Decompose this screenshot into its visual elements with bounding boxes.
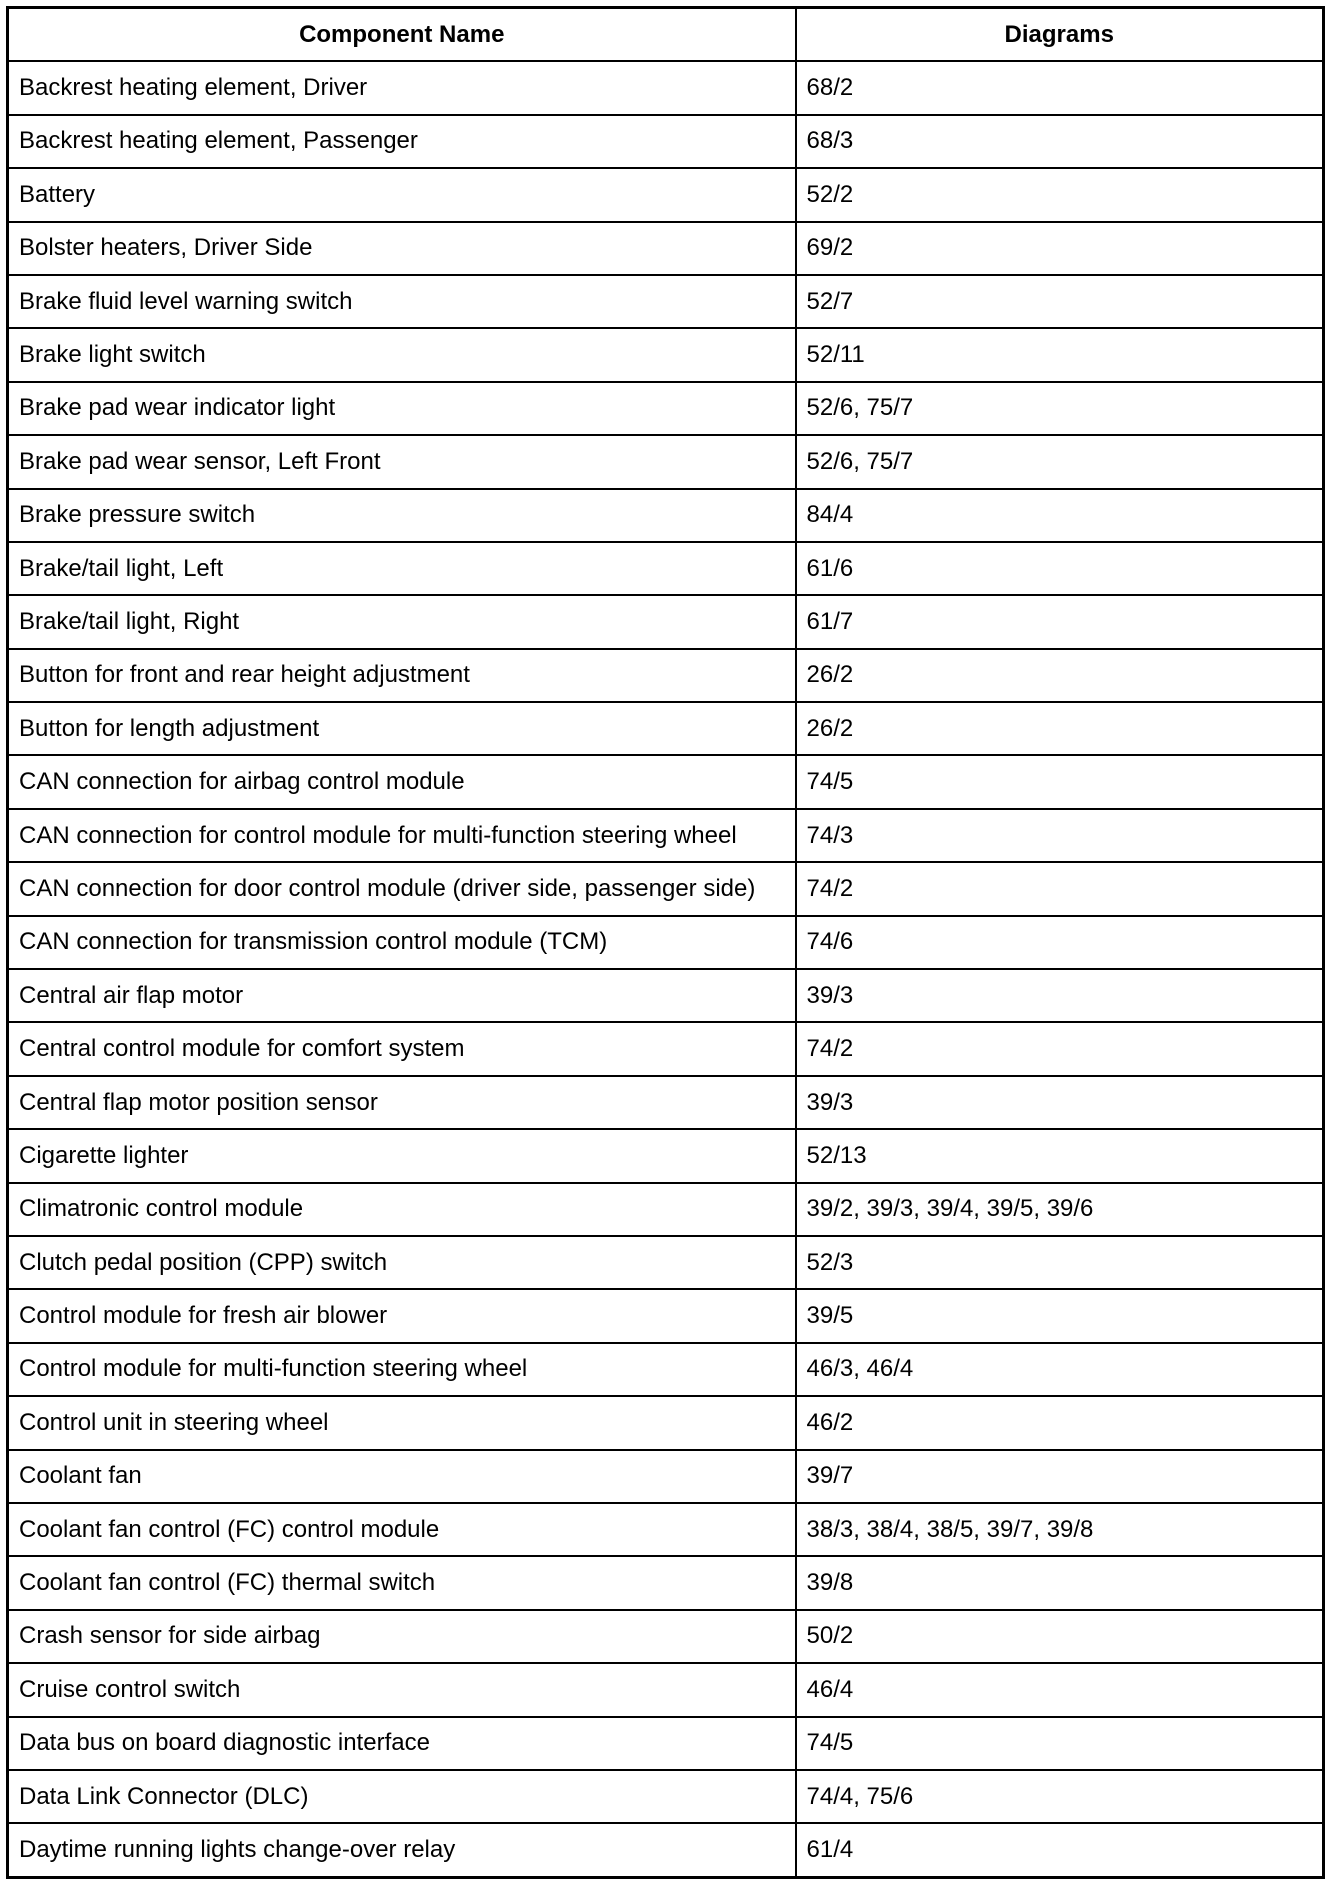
table-row (8, 1450, 1324, 1503)
component-name-cell: Daytime running lights change-over relay (8, 1823, 796, 1877)
table-row (8, 862, 1324, 915)
component-name-cell: Cigarette lighter (8, 1129, 796, 1182)
table-row (8, 1022, 1324, 1075)
component-name-cell: CAN connection for airbag control module (8, 755, 796, 808)
table-row (8, 809, 1324, 862)
table-row (8, 1823, 1324, 1877)
table-row (8, 328, 1324, 381)
table-row (8, 1770, 1324, 1823)
diagrams-cell: 26/2 (796, 649, 1324, 702)
component-name-cell: Brake pad wear sensor, Left Front (8, 435, 796, 488)
diagrams-cell: 52/6, 75/7 (796, 435, 1324, 488)
table-row (8, 542, 1324, 595)
component-name-cell: Brake pad wear indicator light (8, 382, 796, 435)
component-name-cell: CAN connection for control module for multi-function steering wheel (8, 809, 796, 862)
diagrams-cell: 74/6 (796, 916, 1324, 969)
diagrams-cell: 74/2 (796, 1022, 1324, 1075)
table-row (8, 1610, 1324, 1663)
diagrams-cell: 74/2 (796, 862, 1324, 915)
diagrams-cell: 39/2, 39/3, 39/4, 39/5, 39/6 (796, 1183, 1324, 1236)
table-row (8, 489, 1324, 542)
component-name-cell: Coolant fan control (FC) control module (8, 1503, 796, 1556)
component-name-cell: Brake pressure switch (8, 489, 796, 542)
diagrams-cell: 74/5 (796, 755, 1324, 808)
table-row (8, 1343, 1324, 1396)
component-name-cell: Button for length adjustment (8, 702, 796, 755)
table-row (8, 115, 1324, 168)
table-row (8, 275, 1324, 328)
component-name-cell: Central air flap motor (8, 969, 796, 1022)
table-row (8, 1236, 1324, 1289)
diagrams-cell: 61/7 (796, 595, 1324, 648)
component-name-cell: Backrest heating element, Driver (8, 61, 796, 114)
diagrams-cell: 46/3, 46/4 (796, 1343, 1324, 1396)
component-name-cell: Brake fluid level warning switch (8, 275, 796, 328)
component-name-cell: CAN connection for transmission control module (TCM) (8, 916, 796, 969)
table-header-row (8, 8, 1324, 62)
component-name-cell: Coolant fan (8, 1450, 796, 1503)
diagrams-cell: 74/3 (796, 809, 1324, 862)
component-name-cell: Brake/tail light, Left (8, 542, 796, 595)
component-name-cell: Bolster heaters, Driver Side (8, 222, 796, 275)
table-row (8, 1183, 1324, 1236)
table-row (8, 755, 1324, 808)
component-name-cell: Brake light switch (8, 328, 796, 381)
component-name-cell: Brake/tail light, Right (8, 595, 796, 648)
diagrams-cell: 46/2 (796, 1396, 1324, 1449)
diagrams-cell: 69/2 (796, 222, 1324, 275)
diagrams-cell: 74/4, 75/6 (796, 1770, 1324, 1823)
component-name-cell: Climatronic control module (8, 1183, 796, 1236)
component-name-cell: Crash sensor for side airbag (8, 1610, 796, 1663)
diagrams-cell: 39/3 (796, 969, 1324, 1022)
table-row (8, 702, 1324, 755)
diagrams-cell: 52/3 (796, 1236, 1324, 1289)
diagrams-cell: 52/13 (796, 1129, 1324, 1182)
component-name-cell: Control unit in steering wheel (8, 1396, 796, 1449)
table-row (8, 1717, 1324, 1770)
component-name-cell: Control module for multi-function steering wheel (8, 1343, 796, 1396)
component-name-cell: Data Link Connector (DLC) (8, 1770, 796, 1823)
component-name-cell: Backrest heating element, Passenger (8, 115, 796, 168)
table-row (8, 222, 1324, 275)
component-name-cell: Battery (8, 168, 796, 221)
table-row (8, 595, 1324, 648)
diagrams-cell: 50/2 (796, 1610, 1324, 1663)
component-name-cell: Cruise control switch (8, 1663, 796, 1716)
component-diagram-table (6, 6, 1325, 1879)
component-name-cell: Data bus on board diagnostic interface (8, 1717, 796, 1770)
diagrams-cell: 39/8 (796, 1556, 1324, 1609)
component-name-cell: Coolant fan control (FC) thermal switch (8, 1556, 796, 1609)
diagrams-cell: 39/7 (796, 1450, 1324, 1503)
diagrams-cell: 84/4 (796, 489, 1324, 542)
diagrams-cell: 61/6 (796, 542, 1324, 595)
diagrams-cell: 52/7 (796, 275, 1324, 328)
table-row (8, 1129, 1324, 1182)
table-row (8, 61, 1324, 114)
header-component-name: Component Name (8, 8, 796, 62)
diagrams-cell: 68/2 (796, 61, 1324, 114)
diagrams-cell: 52/2 (796, 168, 1324, 221)
table-row (8, 1396, 1324, 1449)
table-body (8, 61, 1324, 1877)
table-row (8, 1289, 1324, 1342)
table-row (8, 1076, 1324, 1129)
table-row (8, 1503, 1324, 1556)
table-row (8, 168, 1324, 221)
component-name-cell: Clutch pedal position (CPP) switch (8, 1236, 796, 1289)
header-diagrams: Diagrams (796, 8, 1324, 62)
diagrams-cell: 46/4 (796, 1663, 1324, 1716)
table-row (8, 916, 1324, 969)
diagrams-cell: 74/5 (796, 1717, 1324, 1770)
table-row (8, 649, 1324, 702)
diagrams-cell: 52/6, 75/7 (796, 382, 1324, 435)
diagrams-cell: 52/11 (796, 328, 1324, 381)
table-row (8, 969, 1324, 1022)
table-row (8, 1556, 1324, 1609)
diagrams-cell: 39/3 (796, 1076, 1324, 1129)
component-name-cell: Central flap motor position sensor (8, 1076, 796, 1129)
table-row (8, 382, 1324, 435)
diagrams-cell: 26/2 (796, 702, 1324, 755)
component-name-cell: Button for front and rear height adjustment (8, 649, 796, 702)
component-name-cell: CAN connection for door control module (driver side, passenger side) (8, 862, 796, 915)
diagrams-cell: 61/4 (796, 1823, 1324, 1877)
table-row (8, 435, 1324, 488)
diagrams-cell: 39/5 (796, 1289, 1324, 1342)
diagrams-cell: 68/3 (796, 115, 1324, 168)
diagrams-cell: 38/3, 38/4, 38/5, 39/7, 39/8 (796, 1503, 1324, 1556)
component-name-cell: Control module for fresh air blower (8, 1289, 796, 1342)
component-name-cell: Central control module for comfort system (8, 1022, 796, 1075)
table-row (8, 1663, 1324, 1716)
